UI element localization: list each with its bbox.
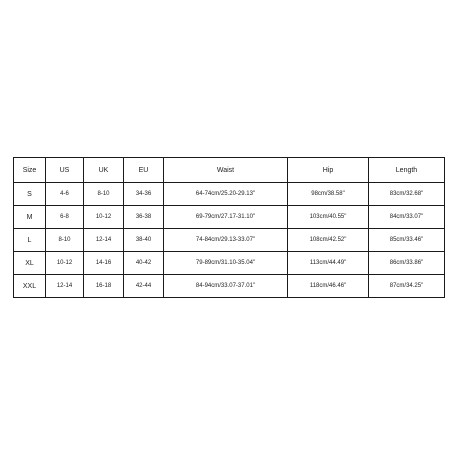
column-header-waist: Waist — [164, 158, 288, 183]
column-header-eu: EU — [124, 158, 164, 183]
eu-cell: 42-44 — [124, 275, 164, 298]
column-header-uk: UK — [84, 158, 124, 183]
waist-cell: 79-89cm/31.10-35.04" — [164, 252, 288, 275]
hip-cell: 108cm/42.52" — [288, 229, 369, 252]
uk-cell: 16-18 — [84, 275, 124, 298]
table-row-m — [14, 206, 445, 229]
length-cell: 83cm/32.68" — [369, 183, 445, 206]
eu-cell: 34-36 — [124, 183, 164, 206]
column-header-hip: Hip — [288, 158, 369, 183]
length-cell: 86cm/33.86" — [369, 252, 445, 275]
uk-cell: 8-10 — [84, 183, 124, 206]
size-cell: XL — [14, 252, 46, 275]
column-header-size: Size — [14, 158, 46, 183]
table-row-xl — [14, 252, 445, 275]
size-cell: M — [14, 206, 46, 229]
waist-cell: 64-74cm/25.20-29.13" — [164, 183, 288, 206]
us-cell: 10-12 — [46, 252, 84, 275]
waist-cell: 74-84cm/29.13-33.07" — [164, 229, 288, 252]
uk-cell: 14-16 — [84, 252, 124, 275]
hip-cell: 118cm/46.46" — [288, 275, 369, 298]
table-row-xxl — [14, 275, 445, 298]
table-row-s — [14, 183, 445, 206]
eu-cell: 36-38 — [124, 206, 164, 229]
table-row-l — [14, 229, 445, 252]
size-cell: L — [14, 229, 46, 252]
eu-cell: 40-42 — [124, 252, 164, 275]
uk-cell: 10-12 — [84, 206, 124, 229]
eu-cell: 38-40 — [124, 229, 164, 252]
column-header-us: US — [46, 158, 84, 183]
hip-cell: 103cm/40.55" — [288, 206, 369, 229]
us-cell: 8-10 — [46, 229, 84, 252]
length-cell: 84cm/33.07" — [369, 206, 445, 229]
hip-cell: 113cm/44.49" — [288, 252, 369, 275]
us-cell: 12-14 — [46, 275, 84, 298]
waist-cell: 69-79cm/27.17-31.10" — [164, 206, 288, 229]
hip-cell: 98cm/38.58" — [288, 183, 369, 206]
column-header-length: Length — [369, 158, 445, 183]
length-cell: 87cm/34.25" — [369, 275, 445, 298]
size-cell: XXL — [14, 275, 46, 298]
size-cell: S — [14, 183, 46, 206]
us-cell: 6-8 — [46, 206, 84, 229]
us-cell: 4-6 — [46, 183, 84, 206]
size-chart-table — [13, 157, 445, 298]
header-row — [14, 158, 445, 183]
length-cell: 85cm/33.46" — [369, 229, 445, 252]
uk-cell: 12-14 — [84, 229, 124, 252]
waist-cell: 84-94cm/33.07-37.01" — [164, 275, 288, 298]
